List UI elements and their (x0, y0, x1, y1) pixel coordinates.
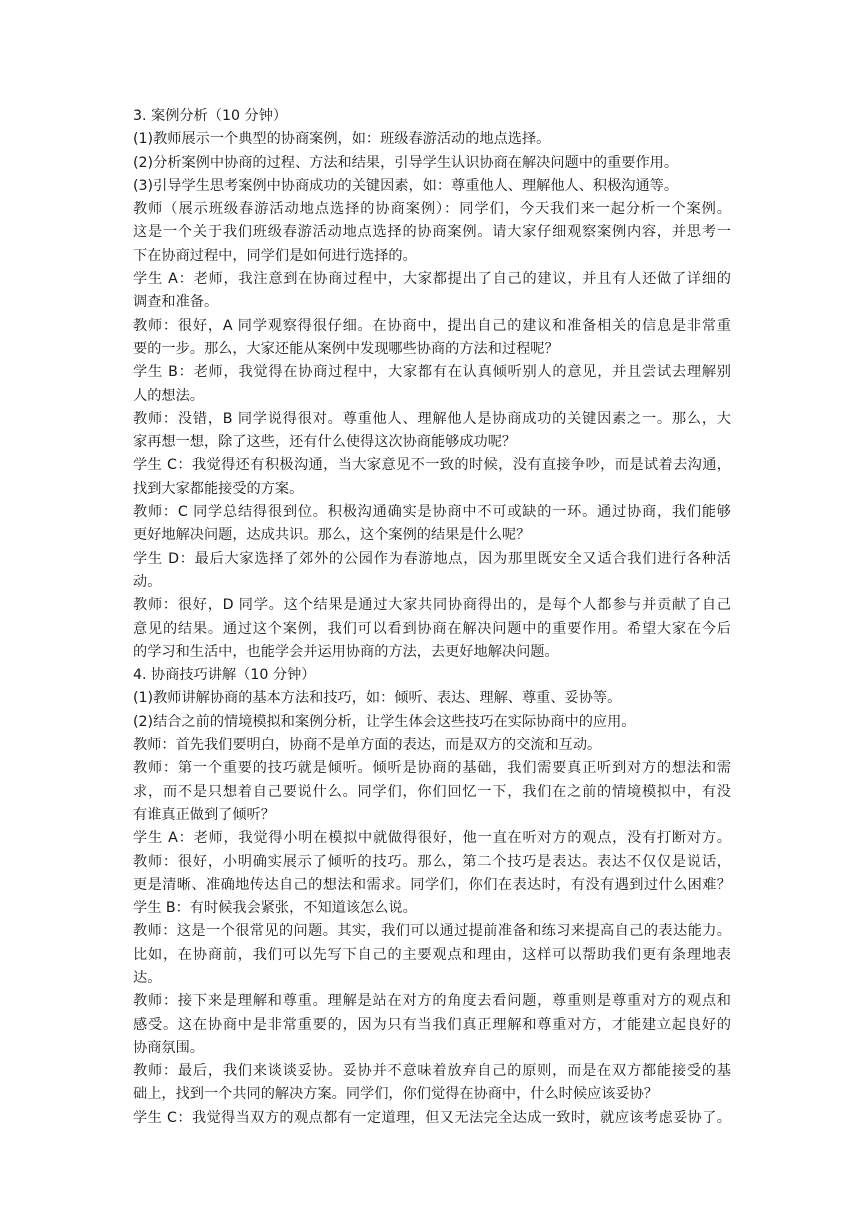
text-line: 更是清晰、准确地传达自己的想法和需求。同学们，你们在表达时，有没有遇到过什么困难？ (133, 876, 731, 893)
text-line: 教师：没错，B 同学说得很对。尊重他人、理解他人是协商成功的关键因素之一。那么，大 (133, 410, 731, 427)
text-line: 下在协商过程中，同学们是如何进行选择的。 (133, 247, 417, 264)
text-line: 达。 (133, 969, 162, 986)
text-line: 调查和准备。 (133, 294, 219, 311)
text-line: 的学习和生活中，也能学会并运用协商的方法，去更好地解决问题。 (133, 643, 559, 660)
text-line: 教师：很好，A 同学观察得很仔细。在协商中，提出自己的建议和准备相关的信息是非常重 (133, 317, 731, 334)
text-line: 4. 协商技巧讲解（10 分钟） (133, 667, 316, 684)
text-line: 求，而不是只想着自己要说什么。同学们，你们回忆一下，我们在之前的情境模拟中，有没 (133, 783, 731, 800)
text-line: 学生 A：老师，我注意到在协商过程中，大家都提出了自己的建议，并且有人还做了详细的 (133, 271, 731, 288)
text-line: 家再想一想，除了这些，还有什么使得这次协商能够成功呢？ (133, 434, 517, 451)
text-line: 学生 B：老师，我觉得在协商过程中，大家都有在认真倾听别人的意见，并且尝试去理解别 (133, 364, 731, 381)
text-line: 教师：C 同学总结得很到位。积极沟通确实是协商中不可或缺的一环。通过协商，我们能够 (133, 504, 731, 521)
text-line: 教师（展示班级春游活动地点选择的协商案例）：同学们，今天我们来一起分析一个案例。 (133, 201, 731, 218)
text-line: (1)教师讲解协商的基本方法和技巧，如：倾听、表达、理解、尊重、妥协等。 (133, 690, 622, 707)
text-line: 意见的结果。通过这个案例，我们可以看到协商在解决问题中的重要作用。希望大家在今后 (133, 620, 731, 637)
text-line: 学生 C：我觉得当双方的观点都有一定道理，但又无法完全达成一致时，就应该考虑妥协了。 (133, 1109, 731, 1126)
text-line: 学生 D：最后大家选择了郊外的公园作为春游地点，因为那里既安全又适合我们进行各种活 (133, 550, 731, 567)
text-line: 础上，找到一个共同的解决方案。同学们，你们觉得在协商中，什么时候应该妥协？ (133, 1086, 658, 1103)
text-line: 这是一个关于我们班级春游活动地点选择的协商案例。请大家仔细观察案例内容，并思考一 (133, 224, 731, 241)
text-line: (2)分析案例中协商的过程、方法和结果，引导学生认识协商在解决问题中的重要作用。 (133, 154, 679, 171)
text-line: 感受。这在协商中是非常重要的，因为只有当我们真正理解和尊重对方，才能建立起良好的 (133, 1016, 731, 1033)
text-line: 找到大家都能接受的方案。 (133, 480, 304, 497)
text-line: 要的一步。那么，大家还能从案例中发现哪些协商的方法和过程呢？ (133, 340, 559, 357)
text-line: 学生 C：我觉得还有积极沟通，当大家意见不一致的时候，没有直接争吵，而是试着去沟通， (133, 457, 731, 474)
text-line: 3. 案例分析（10 分钟） (133, 108, 288, 124)
text-line: 教师：很好，小明确实展示了倾听的技巧。那么，第二个技巧是表达。表达不仅仅是说话， (133, 853, 731, 870)
text-line: 协商氛围。 (133, 1039, 204, 1056)
text-line: 有谁真正做到了倾听？ (133, 806, 275, 823)
text-line: 学生 B：有时候我会紧张，不知道该怎么说。 (133, 900, 417, 917)
text-line: (1)教师展示一个典型的协商案例，如：班级春游活动的地点选择。 (133, 131, 551, 148)
text-line: 教师：接下来是理解和尊重。理解是站在对方的角度去看问题，尊重则是尊重对方的观点和 (133, 993, 731, 1010)
text-line: 学生 A：老师，我觉得小明在模拟中就做得很好，他一直在听对方的观点，没有打断对方。 (133, 830, 731, 847)
text-line: 人的想法。 (133, 387, 204, 404)
text-line: 更好地解决问题，达成共识。那么，这个案例的结果是什么呢？ (133, 527, 531, 544)
text-line: (3)引导学生思考案例中协商成功的关键因素，如：尊重他人、理解他人、积极沟通等。 (133, 177, 679, 194)
text-line: 比如，在协商前，我们可以先写下自己的主要观点和理由，这样可以帮助我们更有条理地表 (133, 946, 731, 963)
text-line: 教师：很好，D 同学。这个结果是通过大家共同协商得出的，是每个人都参与并贡献了自己 (133, 597, 731, 614)
text-line: 教师：这是一个很常见的问题。其实，我们可以通过提前准备和练习来提高自己的表达能力。 (133, 923, 731, 940)
text-line: 教师：第一个重要的技巧就是倾听。倾听是协商的基础，我们需要真正听到对方的想法和需 (133, 760, 731, 777)
text-line: (2)结合之前的情境模拟和案例分析，让学生体会这些技巧在实际协商中的应用。 (133, 713, 636, 730)
text-line: 动。 (133, 573, 162, 590)
text-line: 教师：最后，我们来谈谈妥协。妥协并不意味着放弃自己的原则，而是在双方都能接受的基 (133, 1063, 731, 1080)
text-line: 教师：首先我们要明白，协商不是单方面的表达，而是双方的交流和互动。 (133, 737, 602, 754)
document-body (133, 106, 731, 1131)
